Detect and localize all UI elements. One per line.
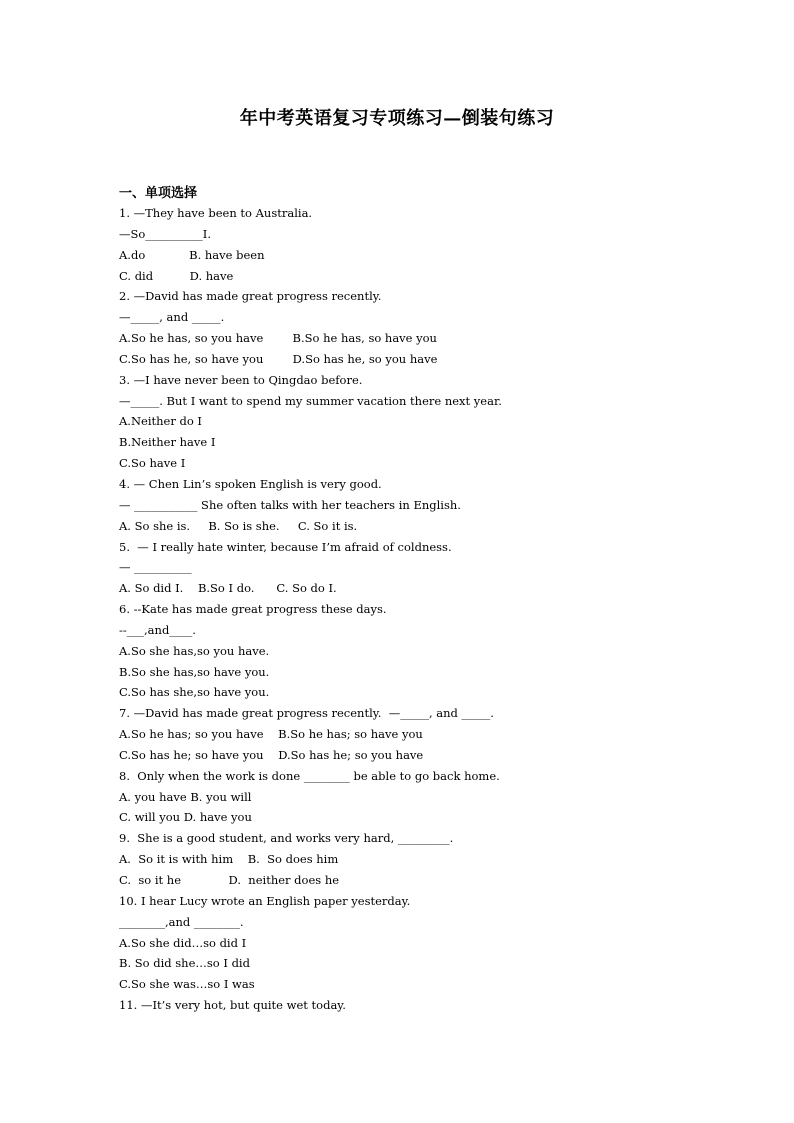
text-line: 9. She is a good student, and works very hard, _________. <box>119 831 454 846</box>
text-line: C. did D. have <box>119 268 234 283</box>
text-line: C.So has he, so have you D.So has he, so you have <box>119 351 438 366</box>
text-line: B. So did she…so I did <box>119 956 250 971</box>
text-line: C.So has he; so have you D.So has he; so you have <box>119 747 424 762</box>
text-line: A. So she is. B. So is she. C. So it is. <box>119 518 358 533</box>
text-line: --___,and____. <box>119 622 196 637</box>
section-heading: 一、单项选择 <box>119 186 198 201</box>
text-line: A.Neither do I <box>119 414 202 429</box>
text-line: 8. Only when the work is done ________ be able to go back home. <box>119 768 500 783</box>
text-line: C. so it he D. neither does he <box>119 873 340 887</box>
text-line: 1. —They have been to Australia. <box>119 206 313 220</box>
text-line: —So__________I. <box>119 226 211 241</box>
text-line: A.So he has, so you have B.So he has, so have you <box>119 331 437 346</box>
text-line: ________,and ________. <box>119 914 244 929</box>
text-line: —_____, and _____. <box>119 310 225 325</box>
text-line: 10. I hear Lucy wrote an English paper yesterday. <box>119 893 411 908</box>
text-line: A.So she has,so you have. <box>119 643 270 658</box>
text-line: C.So have I <box>119 456 186 471</box>
text-line: A. So did I. B.So I do. C. So do I. <box>119 581 337 596</box>
text-line: A.So she did…so did I <box>119 935 247 950</box>
text-line: A. you have B. you will <box>119 789 252 804</box>
text-line: 6. --Kate has made great progress these days. <box>119 602 387 617</box>
text-line: B.Neither have I <box>119 435 216 450</box>
text-line: 2. —David has made great progress recently. <box>119 289 382 304</box>
text-line: C.So she was…so I was <box>119 977 255 992</box>
text-line: —_____. But I want to spend my summer vacation there next year. <box>119 393 502 408</box>
text-line: 7. —David has made great progress recently. —_____, and _____. <box>119 706 494 721</box>
text-line: B.So she has,so have you. <box>119 664 270 679</box>
text-line: 3. —I have never been to Qingdao before. <box>119 372 363 387</box>
question-list <box>119 203 719 1016</box>
text-line: A.do B. have been <box>119 247 265 262</box>
text-line: A. So it is with him B. So does him <box>119 852 339 867</box>
text-line: 4. — Chen Lin’s spoken English is very good. <box>119 476 382 491</box>
text-line: — __________ <box>119 560 192 575</box>
text-line: — ___________ She often talks with her teachers in English. <box>119 497 461 512</box>
text-line: C.So has she,so have you. <box>119 685 270 700</box>
text-line: 11. —It’s very hot, but quite wet today. <box>119 998 346 1013</box>
text-line: A.So he has; so you have B.So he has; so have you <box>119 727 423 742</box>
document-title: 年中考英语复习专项练习—倒装句练习 <box>239 108 555 129</box>
text-line: 5. — I really hate winter, because I’m afraid of coldness. <box>119 539 452 554</box>
text-line: C. will you D. have you <box>119 810 252 825</box>
